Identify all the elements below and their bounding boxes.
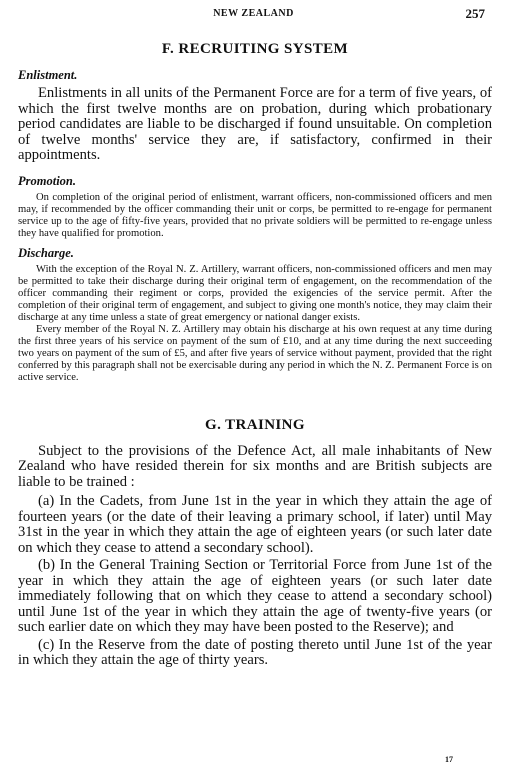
training-intro: Subject to the provisions of the Defence Act, all male inhabitants of New Zealand who have resided therein for six months and are British subjects are liable to be trained :	[18, 442, 492, 490]
running-title: NEW ZEALAND	[213, 8, 294, 19]
section-f-title: F. RECRUITING SYSTEM	[161, 41, 349, 57]
discharge-paragraph-1: With the exception of the Royal N. Z. Artillery, warrant officers, non-commissioned officers and men may be permitted to take their discharge during their original term of engagement, on the recommendation of the officer commanding their regiment or corps, provided the exigencies of the service permit. After the completion of their original term of engagement, and subject to giving one month's notice, they may claim their discharge at any time unless a state of great emergency or national danger exists.	[18, 263, 492, 323]
page-header	[0, 8, 507, 24]
discharge-paragraph-2: Every member of the Royal N. Z. Artillery may obtain his discharge at his own request at any time during the first three years of his service on payment of the sum of £10, and at any time during the next succeeding two years on payment of the sum of £5, and after five years of service without payment, provided that the right conferred by this paragraph shall not be exercisable during any period in which the N. Z. Permanent Force is on active service.	[18, 323, 492, 383]
discharge-heading: Discharge.	[18, 245, 74, 260]
training-item-a: (a) In the Cadets, from June 1st in the year in which they attain the age of fourteen years (or the date of their leaving a primary school, if later) until May 31st in the year in which they attain the age of eighteen years (or such later date on which they cease to attend a secondary school).	[18, 493, 492, 556]
training-item-b: (b) In the General Training Section or Territorial Force from June 1st of the year in which they attain the age of eighteen years (or such later date immediately following that on which they cease to attend a secondary school) until June 1st of the year in which they attain the age of twenty-five years (or such earlier date on which they may have been posted to the Reserve); and	[18, 557, 492, 635]
signature-mark: 17	[445, 755, 453, 764]
training-item-c: (c) In the Reserve from the date of posting thereto until June 1st of the year in which they attain the age of thirty years.	[18, 636, 492, 668]
promotion-heading: Promotion.	[18, 173, 76, 188]
promotion-text: On completion of the original period of enlistment, warrant officers, non-commissioned officers and men may, if recommended by the officer commanding their unit or corps, be permitted to re-engage for permanent service up to the age of fifty-five years, provided that no private soldiers will be permitted to re-engage unless they have qualified for promotion.	[18, 191, 492, 239]
enlistment-heading: Enlistment.	[18, 68, 78, 82]
page-number: 257	[465, 6, 485, 21]
section-g-title: G. TRAINING	[205, 416, 305, 433]
enlistment-text: Enlistments in all units of the Permanent Force are for a term of five years, of which the first twelve months are on probation, during which probationary period candidates are liable to be discharged if found unsuitable. On completion of twelve months' service they are, if satisfactory, confirmed in their appointments.	[18, 85, 492, 163]
page-content	[18, 40, 492, 671]
